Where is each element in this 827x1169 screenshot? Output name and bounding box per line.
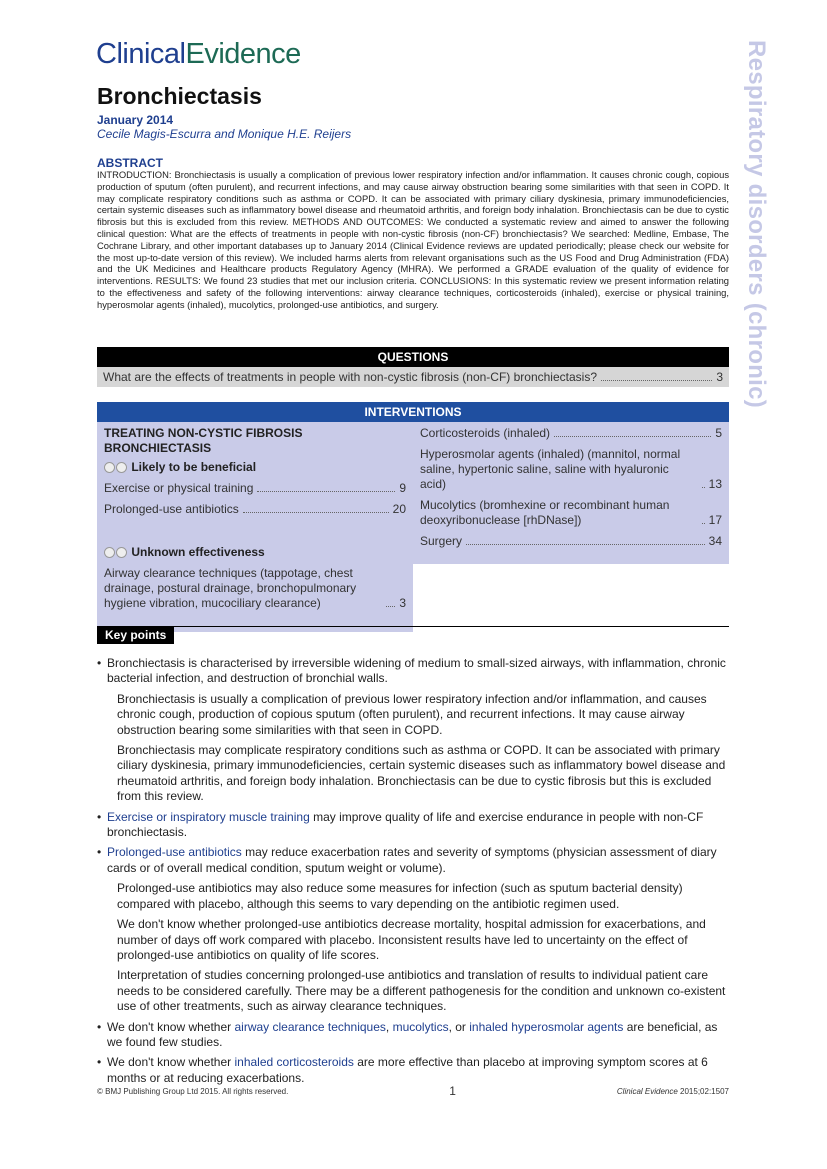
key-point-detail: Prolonged-use antibiotics may also reduce some measures for infection (such as sputum bacterial density) compared with placebo, although this seems to vary depending on the antibiotic regimen used. — [117, 881, 683, 911]
key-point-detail: We don't know whether prolonged-use antibiotics decrease mortality, hospital admission for exacerbations, and number of days off work compared with placebo. Inconsistent results have led to uncertainty on the effect of prolonged-use antibiotics on quality of life scores. — [117, 917, 706, 962]
interventions-right-column — [413, 422, 729, 564]
antibiotics-link[interactable]: Prolonged-use antibiotics — [107, 845, 242, 860]
intervention-text: Airway clearance techniques (tappotage, chest drainage, postural drainage, bronchopulmonary hygiene vibration, mucociliary clearance) — [104, 566, 357, 610]
citation-number: 2015;02:1507 — [677, 1087, 729, 1096]
intervention-link[interactable] — [420, 498, 722, 528]
interventions-heading: INTERVENTIONS — [97, 402, 729, 422]
key-points-divider — [97, 626, 729, 645]
abstract-heading: ABSTRACT — [97, 156, 163, 170]
question-link[interactable] — [97, 367, 729, 387]
authors: Cecile Magis-Escurra and Monique H.E. Reijers — [97, 127, 352, 141]
dot-leader — [243, 512, 389, 513]
key-points-list — [97, 656, 729, 1091]
abstract-text: INTRODUCTION: Bronchiectasis is usually a complication of previous lower respiratory infection and/or inflammation. It causes chronic cough, copious production of sputum (often purulent), and recurrent infections, and may cause airway obstruction bearing some similarities with that seen in COPD. It may complicate respiratory conditions such as asthma or COPD. It can be associated with primary ciliary dyskinesia, primary immunodeficiencies, certain systemic diseases such as inflammatory bowel disease and rheumatoid arthritis, and foreign body inhalation. Bronchiectasis can be due to cystic fibrosis but this is excluded from this review. METHODS AND OUTCOMES: We conducted a systematic review and aimed to answer the following clinical question: What are the effects of treatments in people with non-cystic fibrosis (non-CF) bronchiectasis? We searched: Medline, Embase, The Cochrane Library, and other important databases up to January 2014 (Clinical Evidence reviews are updated periodically; please check our website for the most up-to-date version of this review). We included harms alerts from relevant organisations such as the US Food and Drug Administration (FDA) and the UK Medicines and Healthcare products Regulatory Agency (MHRA). We performed a GRADE evaluation of the quality of evidence for interventions. RESULTS: We found 23 studies that met our inclusion criteria. CONCLUSIONS: In this systematic review we present information relating to the effectiveness and safety of the following interventions: airway clearance techniques, corticosteroids (inhaled), exercise or physical training, hyperosmolar agents (inhaled), mucolytics, prolonged-use antibiotics, and surgery. — [97, 169, 729, 310]
intervention-page: 13 — [708, 477, 722, 491]
key-point — [97, 845, 729, 876]
intervention-text: Hyperosmolar agents (inhaled) (mannitol, normal saline, hypertonic saline, saline with hyaluronic acid) — [420, 447, 681, 491]
intervention-text: Mucolytics (bromhexine or recombinant human deoxyribonuclease [rhDNase]) — [420, 498, 670, 527]
intervention-text: Prolonged-use antibiotics — [104, 502, 239, 516]
key-point-detail: Bronchiectasis is usually a complication of previous lower respiratory infection and/or inflammation, and causes chronic cough, production of copious sputum (often purulent), and recurrent infections. It may cause airway obstruction bearing some similarities with that seen in COPD. — [117, 691, 707, 737]
group-heading — [104, 545, 406, 560]
interventions-box — [97, 402, 729, 632]
key-point — [97, 810, 729, 841]
evidence-circle-icon — [104, 547, 115, 558]
interventions-left-column — [97, 422, 413, 632]
group-heading — [104, 460, 406, 475]
page-title: Bronchiectasis — [97, 83, 262, 109]
dot-leader — [554, 436, 711, 437]
citation — [617, 1087, 729, 1101]
intervention-page: 20 — [392, 502, 406, 516]
intervention-page: 3 — [399, 596, 406, 610]
copyright: © BMJ Publishing Group Ltd 2015. All rights reserved. — [97, 1087, 289, 1096]
group-label: Likely to be beneficial — [131, 460, 257, 474]
key-point — [97, 1020, 729, 1051]
question-text: What are the effects of treatments in people with non-cystic fibrosis (non-CF) bronchiectasis? — [103, 370, 597, 384]
intervention-link[interactable] — [104, 502, 406, 517]
questions-heading: QUESTIONS — [97, 347, 729, 367]
logo-part2: Evidence — [185, 38, 301, 70]
intervention-link[interactable] — [104, 481, 406, 496]
page-footer — [97, 1084, 729, 1101]
group-label: Unknown effectiveness — [131, 545, 265, 559]
dot-leader — [702, 523, 705, 524]
dot-leader — [702, 487, 705, 488]
questions-box — [97, 347, 729, 387]
intervention-link[interactable] — [420, 447, 722, 492]
logo-part1: Clinical — [96, 38, 186, 70]
key-point-text: , or — [448, 1019, 470, 1034]
intervention-page: 9 — [399, 481, 406, 495]
intervention-link[interactable] — [420, 426, 722, 441]
hyperosmolar-link[interactable]: inhaled hyperosmolar agents — [469, 1019, 624, 1034]
key-point — [97, 1055, 729, 1086]
evidence-circle-icon — [116, 462, 127, 473]
airway-clearance-link[interactable]: airway clearance techniques — [234, 1019, 386, 1034]
key-point: • Bronchiectasis is characterised by irreversible widening of medium to small-sized airways, with inflammation, chronic bacterial infection, and destruction of bronchial walls. — [97, 656, 729, 687]
intervention-text: Exercise or physical training — [104, 481, 254, 495]
dot-leader — [257, 491, 395, 492]
key-point-text: may reduce exacerbation rates and severity of symptoms (physician assessment of diary cards or of overall medical condition, sputum weight or volume). — [107, 845, 717, 875]
journal-name: Clinical Evidence — [616, 1087, 678, 1096]
mucolytics-link[interactable]: mucolytics — [392, 1019, 449, 1034]
key-point-text: , — [385, 1019, 393, 1034]
section-side-title: Respiratory disorders (chronic) — [743, 40, 770, 409]
intervention-category: TREATING NON-CYSTIC FIBROSIS BRONCHIECTASIS — [104, 426, 303, 455]
clinical-evidence-logo — [96, 38, 301, 71]
intervention-text: Surgery — [420, 534, 463, 548]
intervention-page: 17 — [708, 513, 722, 527]
intervention-link[interactable] — [104, 566, 406, 611]
key-point-text: We don't know whether — [107, 1019, 235, 1034]
key-points-heading: Key points — [97, 627, 174, 644]
evidence-circle-icon — [104, 462, 115, 473]
dot-leader — [386, 606, 395, 607]
evidence-circle-icon — [116, 547, 127, 558]
publication-date: January 2014 — [97, 113, 174, 127]
key-point-detail: Interpretation of studies concerning prolonged-use antibiotics and translation of results to individual patient care needs to be considered carefully. There may be a different pathogenesis for the condition and unknown co-existent use of other treatments, such as airway clearance techniques. — [117, 968, 726, 1014]
key-point-text: are more effective than placebo at improving symptom scores at 6 months or at reducing exacerbations. — [107, 1055, 708, 1085]
question-page: 3 — [716, 370, 723, 384]
corticosteroids-link[interactable]: inhaled corticosteroids — [234, 1055, 354, 1070]
dot-leader — [466, 544, 705, 545]
dot-leader — [601, 367, 712, 381]
key-point-text: are beneficial, as we found few studies. — [107, 1019, 718, 1049]
intervention-link[interactable] — [420, 534, 722, 549]
page-number: 1 — [449, 1084, 456, 1098]
exercise-link[interactable]: Exercise or inspiratory muscle training — [107, 809, 310, 824]
intervention-text: Corticosteroids (inhaled) — [420, 426, 551, 440]
key-point-text: We don't know whether — [107, 1055, 235, 1070]
key-point-text: may improve quality of life and exercise endurance in people with non-CF bronchiectasis. — [107, 809, 704, 840]
intervention-page: 34 — [708, 534, 722, 548]
key-point-detail: Bronchiectasis may complicate respiratory conditions such as asthma or COPD. It can be associated with primary ciliary dyskinesia, primary immunodeficiencies, certain systemic diseases such as inflammatory bowel disease and rheumatoid arthritis, and foreign body inhalation. Bronchiectasis can be due to cystic fibrosis but this is excluded from this review. — [117, 743, 726, 804]
intervention-page: 5 — [715, 426, 722, 440]
